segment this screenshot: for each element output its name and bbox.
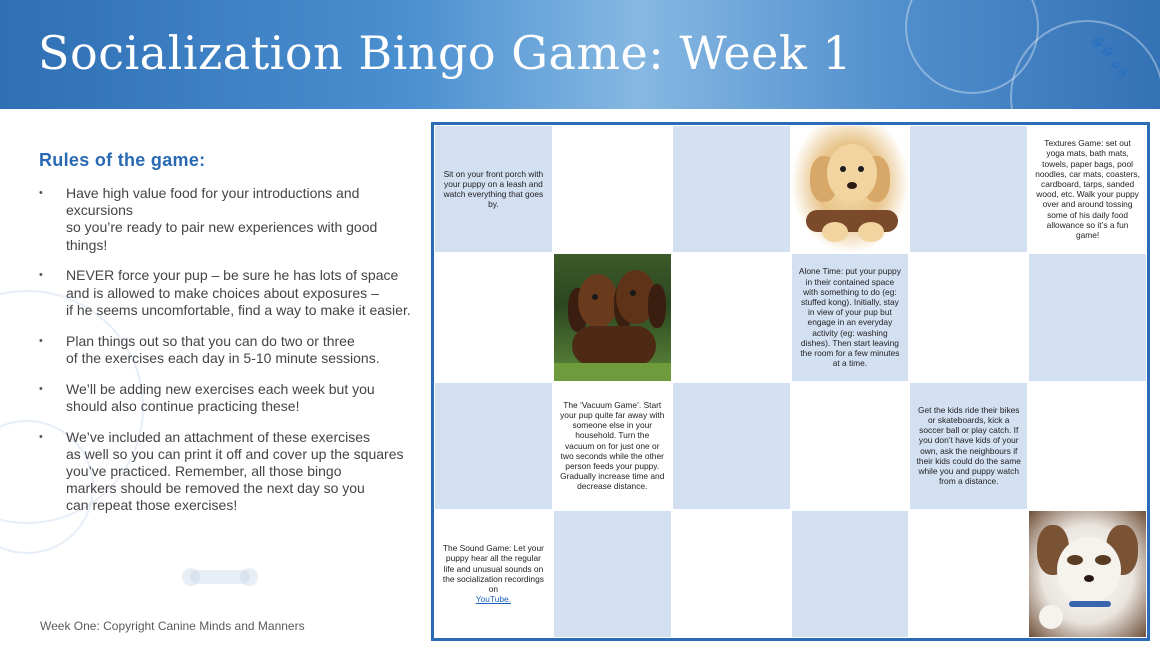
bingo-square-label: Sit on your front porch with your puppy on a leash and watch everything that goes by. (443, 168, 544, 210)
rule-item (39, 429, 419, 515)
bingo-square-text (554, 400, 671, 492)
bingo-square-text (435, 169, 552, 210)
bingo-square[interactable] (553, 510, 672, 638)
dog-eye (858, 166, 864, 172)
dog-paw (822, 222, 848, 242)
rule-line: you’ve practiced. Remember, all those bingo (66, 463, 342, 480)
bingo-square-text (435, 543, 552, 604)
rule-item (39, 381, 419, 415)
bingo-square-label: Get the kids ride their bikes or skateboards, kick a soccer ball or play catch. If you don’t have kids of your own, ask the neighbours if their kids could do the same while you and puppy watch from a distance. (916, 404, 1021, 487)
bone-icon (190, 570, 250, 584)
rule-line: of the exercises each day in 5-10 minute sessions. (66, 349, 380, 366)
dog-body (572, 326, 656, 366)
bingo-square[interactable] (909, 382, 1028, 510)
rule-line: can repeat those exercises! (66, 497, 238, 514)
paw-print-icon: 🐾 (1110, 60, 1128, 76)
rule-item (39, 267, 419, 319)
bingo-square-text (792, 266, 909, 368)
bullet-icon: • (39, 187, 43, 199)
rule-line: markers should be removed the next day so you (66, 480, 365, 497)
rules-heading: Rules of the game: (39, 150, 206, 170)
dog-eye-patch (1067, 555, 1083, 565)
bingo-square[interactable] (791, 253, 910, 381)
bingo-square[interactable] (1028, 253, 1147, 381)
bingo-square[interactable] (553, 253, 672, 381)
bingo-square[interactable] (434, 510, 553, 638)
bingo-square[interactable] (553, 125, 672, 253)
rule-line: NEVER force your pup – be sure he has lots of space (66, 267, 399, 284)
bingo-square[interactable] (672, 253, 791, 381)
footer-copyright: Week One: Copyright Canine Minds and Manners (40, 619, 305, 633)
rule-line: Have high value food for your introductions and excursions (66, 185, 360, 219)
dog-head (578, 274, 618, 328)
rule-line: We’ve included an attachment of these exercises (66, 428, 371, 445)
rule-line: as well so you can print it off and cover up the squares (66, 445, 404, 462)
bingo-square[interactable] (1028, 382, 1147, 510)
bingo-square[interactable] (434, 125, 553, 253)
rule-line: should also continue practicing these! (66, 397, 300, 414)
chew-toy (806, 210, 898, 232)
bingo-square[interactable] (434, 382, 553, 510)
bingo-square-label: The ‘Vacuum Game’. Start your pup quite far away with someone else in your household. Turn the vacuum on for just one or two seconds while the other person feeds your puppy. Gradually increase time and decrease distance. (560, 399, 665, 492)
bingo-square[interactable] (791, 382, 910, 510)
dog-paw (1039, 605, 1063, 629)
dog-ear (648, 284, 666, 328)
bingo-square-label: Alone Time: put your puppy in their contained space with something to do (eg: stuffed kong). Initially, stay in view of your pup but engage in an everyday activity (eg: washing dishes). Then start leaving the room for a few minutes at a time. (798, 266, 901, 369)
rule-line: if he seems uncomfortable, find a way to make it easier. (66, 301, 411, 318)
dachshund-puppies-image (554, 254, 671, 380)
bingo-square[interactable] (909, 253, 1028, 381)
dog-paw (858, 222, 884, 242)
dog-nose (847, 182, 857, 189)
bingo-square[interactable] (909, 510, 1028, 638)
bingo-square[interactable] (672, 510, 791, 638)
grass (554, 363, 671, 381)
bingo-square[interactable] (672, 125, 791, 253)
golden-retriever-puppy-image (792, 126, 909, 252)
bullet-icon: • (39, 269, 43, 282)
bingo-square[interactable] (1028, 510, 1147, 638)
rule-item (39, 333, 419, 367)
rule-line: so you’re ready to pair new experiences with good things! (66, 219, 378, 253)
rules-list (39, 185, 419, 528)
paw-print-icon: 🐾 (1090, 36, 1115, 58)
bullet-icon: • (39, 430, 43, 443)
bingo-square[interactable] (791, 510, 910, 638)
bingo-board (431, 122, 1150, 641)
dog-head (1057, 537, 1121, 603)
youtube-link[interactable]: YouTube. (475, 594, 512, 605)
rule-item (39, 185, 419, 254)
bingo-square[interactable] (553, 382, 672, 510)
dog-eye (840, 166, 846, 172)
bingo-square[interactable] (791, 125, 910, 253)
bullet-icon: • (39, 382, 43, 395)
dog-eye-patch (1095, 555, 1111, 565)
bingo-square-text (1029, 138, 1146, 240)
page-title: Socialization Bingo Game: Week 1 (38, 26, 853, 80)
title-banner (0, 0, 1160, 109)
rule-line: We’ll be adding new exercises each week but you (66, 380, 375, 397)
bingo-square[interactable] (672, 382, 791, 510)
bingo-square[interactable] (434, 253, 553, 381)
bullet-icon: • (39, 334, 43, 347)
rule-line: and is allowed to make choices about exposures – (66, 284, 379, 301)
bingo-square[interactable] (1028, 125, 1147, 253)
collar (1069, 601, 1111, 607)
rule-line: Plan things out so that you can do two or three (66, 332, 355, 349)
bingo-square-label: The Sound Game: Let your puppy hear all the regular life and unusual sounds on the socialization recordings on (442, 543, 544, 595)
dog-nose (1084, 575, 1094, 582)
shih-tzu-puppy-image (1029, 511, 1146, 637)
bingo-square-text (910, 405, 1027, 487)
bingo-square-label: Textures Game: set out yoga mats, bath mats, towels, paper bags, pool noodles, car mats, coasters, cardboard, tarps, sanded wood, etc. Walk your puppy over and around tossing some of his daily food allowance so it’s a fun game! (1035, 138, 1140, 240)
bingo-square[interactable] (909, 125, 1028, 253)
dog-head (827, 144, 877, 202)
